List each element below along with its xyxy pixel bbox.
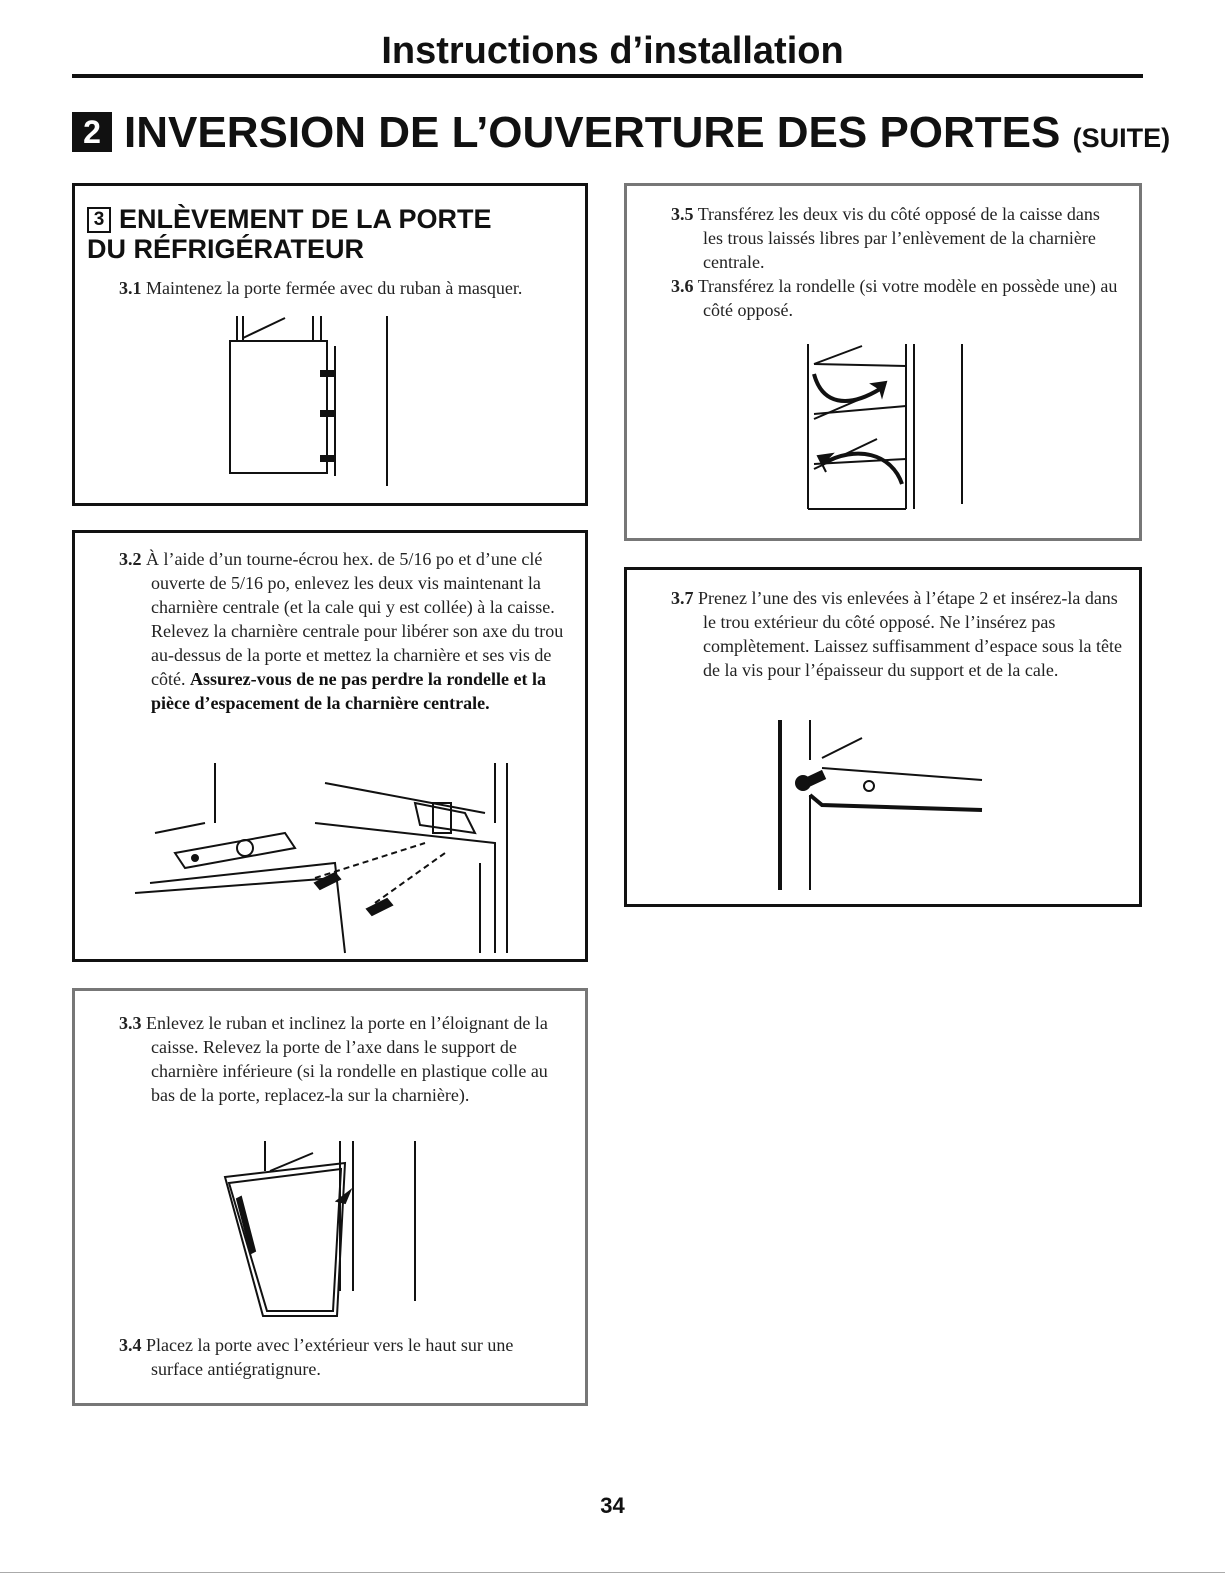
figure-center-hinge-removal	[135, 763, 555, 953]
step-text: Transférez les deux vis du côté opposé de la caisse dans les trous laissés libres par l’enlèvement de la charnière centrale.	[697, 204, 1100, 272]
figure-door-taped	[225, 316, 445, 496]
step-number: 3.4	[119, 1335, 142, 1355]
subsection-title	[87, 204, 492, 264]
step-box-3-1	[72, 183, 588, 506]
step-3-3	[119, 1011, 565, 1107]
step-number: 3.6	[671, 276, 694, 296]
subsection-number-badge: 3	[87, 207, 111, 233]
subsection-title-line2: DU RÉFRIGÉRATEUR	[87, 234, 365, 264]
step-text: Enlevez le ruban et inclinez la porte en l’éloignant de la caisse. Relevez la porte de l’axe dans le support de charnière inférieure (si la rondelle en plastique colle au bas de la porte, replacez-la sur la charnière).	[146, 1013, 548, 1105]
figure-door-tilted	[225, 1141, 425, 1326]
page-header-title: Instructions d’installation	[381, 30, 844, 72]
step-3-7	[671, 586, 1131, 682]
step-number: 3.2	[119, 549, 142, 569]
figure-transfer-screws	[802, 344, 972, 514]
section-suite-label: (SUITE)	[1072, 123, 1171, 153]
step-text: Prenez l’une des vis enlevées à l’étape 2 et insérez-la dans le trou extérieur du côté opposé. Ne l’insérez pas complètement. Laissez suffisamment d’espace sous la tête de la vis pour l’épaisseur du support et de la cale.	[698, 588, 1123, 680]
step-3-6	[671, 274, 1119, 322]
step-text: Maintenez la porte fermée avec du ruban à masquer.	[146, 278, 523, 298]
step-3-1	[119, 276, 579, 300]
section-title-text: INVERSION DE L’OUVERTURE DES PORTES	[124, 108, 1061, 157]
step-number: 3.3	[119, 1013, 142, 1033]
step-number: 3.7	[671, 588, 694, 608]
step-warning-text: Assurez-vous de ne pas perdre la rondelle et la pièce d’espacement de la charnière centrale.	[151, 669, 546, 713]
step-box-3-3-3-4	[72, 988, 588, 1406]
step-number: 3.1	[119, 278, 142, 298]
step-3-4	[119, 1333, 565, 1381]
step-box-3-2	[72, 530, 588, 962]
step-box-3-7	[624, 567, 1142, 907]
step-3-2	[119, 547, 565, 715]
step-text: Placez la porte avec l’extérieur vers le haut sur une surface antiégratignure.	[146, 1335, 514, 1379]
section-number-badge: 2	[72, 112, 112, 152]
step-text: À l’aide d’un tourne-écrou hex. de 5/16 po et d’une clé ouverte de 5/16 po, enlevez les deux vis maintenant la charnière centrale (et la cale qui y est collée) à la caisse. Relevez la charnière centrale pour libérer son axe du trou au-dessus de la porte et mettez la charnière et ses vis de côté.	[146, 549, 564, 689]
step-text: Transférez la rondelle (si votre modèle en possède une) au côté opposé.	[697, 276, 1118, 320]
step-number: 3.5	[671, 204, 694, 224]
section-title	[72, 108, 1172, 158]
step-3-5	[671, 202, 1119, 274]
footer-rule	[0, 1572, 1225, 1573]
header-rule	[72, 74, 1143, 78]
subsection-title-line1: ENLÈVEMENT DE LA PORTE	[119, 204, 492, 234]
figure-insert-screw	[777, 720, 997, 895]
step-box-3-5-3-6	[624, 183, 1142, 541]
page-number: 34	[600, 1493, 625, 1518]
